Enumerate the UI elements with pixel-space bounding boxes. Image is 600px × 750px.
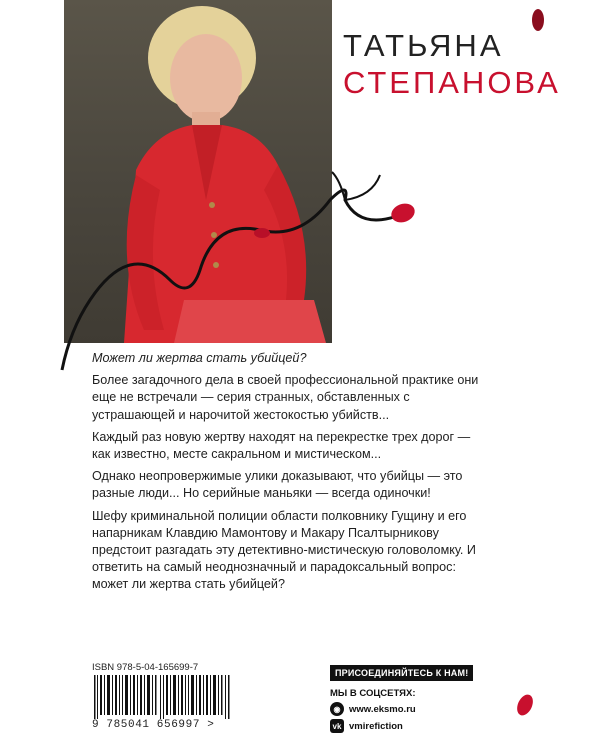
blurb-paragraph: Более загадочного дела в своей профессиональной практике они еще не встречали — серия странных, обставленных с устрашающей и нарочитой жестокостью убийств... xyxy=(92,373,479,422)
barcode-icon xyxy=(92,675,232,719)
author-portrait-illustration xyxy=(64,0,332,343)
book-blurb xyxy=(92,350,487,599)
barcode-number: 9 785041 656997 > xyxy=(92,719,215,731)
blurb-question: Может ли жертва стать убийцей? xyxy=(92,351,307,365)
isbn-label: ISBN 978-5-04-165699-7 xyxy=(92,662,199,673)
author-first-name: ТАТЬЯНА xyxy=(343,28,504,63)
join-us-banner: ПРИСОЕДИНЯЙТЕСЬ К НАМ! xyxy=(330,665,473,681)
author-photo xyxy=(64,0,332,343)
barcode-block xyxy=(92,662,237,731)
social-block xyxy=(330,665,490,736)
blurb-paragraph: Каждый раз новую жертву находят на перекрестке трех дорог — как известно, месте сакральном и мистическом... xyxy=(92,429,471,462)
vk-handle: vmirefiction xyxy=(349,720,403,732)
author-name xyxy=(343,30,561,99)
vk-icon: vk xyxy=(330,719,344,733)
site-link[interactable] xyxy=(330,702,490,716)
social-heading: МЫ В СОЦСЕТЯХ: xyxy=(330,688,416,699)
blurb-paragraph: Шефу криминальной полиции области полковнику Гущину и его напарникам Клавдию Мамонтову и Макару Псалтырникову предстоит разгадать эту детективно-мистическую головоломку. И ответить на самый неоднозначный и парадоксальный вопрос: может ли жертва стать убийцей? xyxy=(92,508,476,592)
site-url: www.eksmo.ru xyxy=(349,703,416,715)
blurb-paragraph: Однако неопровержимые улики доказывают, что убийцы — это разные люди... Но серийные маньяки — всегда одиночки! xyxy=(92,469,463,501)
author-last-name: СТЕПАНОВА xyxy=(343,64,561,100)
vk-link[interactable] xyxy=(330,719,490,733)
globe-icon: ◉ xyxy=(330,702,344,716)
